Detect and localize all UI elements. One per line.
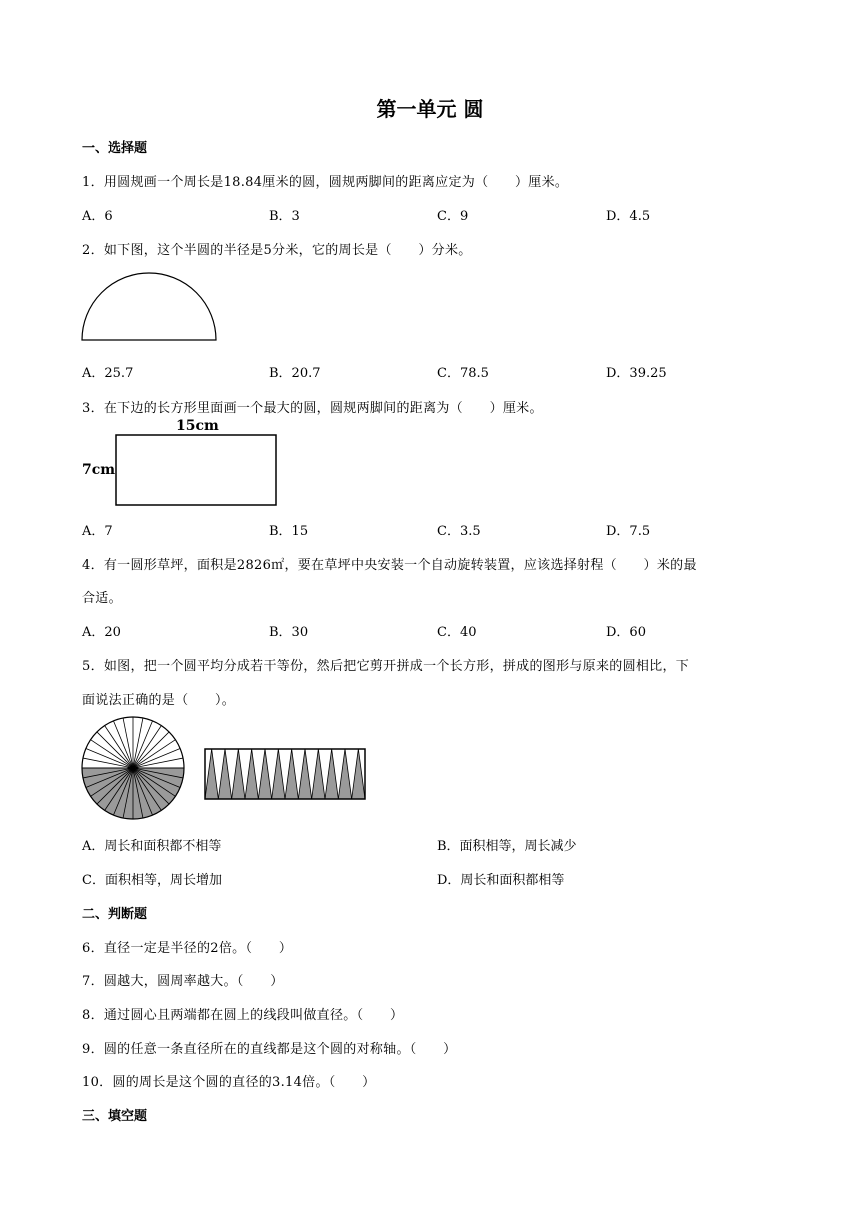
question-5-text-line1: 5．如图，把一个圆平均分成若干等份，然后把它剪开拼成一个长方形，拼成的图形与原来的圆相比，下 bbox=[82, 659, 690, 674]
sector-divider-line bbox=[97, 732, 133, 768]
rectangle-width-label: 15cm bbox=[176, 418, 219, 434]
question-2-text: 2．如下图，这个半圆的半径是5分米，它的周长是（ ）分米。 bbox=[82, 243, 472, 258]
question-2-option-c[interactable]: C．78.5 bbox=[437, 366, 489, 381]
judgment-8: 8．通过圆心且两端都在圆上的线段叫做直径。（ ） bbox=[82, 1008, 404, 1023]
question-3-option-a[interactable]: A．7 bbox=[82, 524, 113, 539]
page-title: 第一单元 圆 bbox=[376, 97, 484, 121]
judgment-10: 10．圆的周长是这个圆的直径的3.14倍。（ ） bbox=[82, 1075, 376, 1090]
question-3-option-c[interactable]: C．3.5 bbox=[437, 524, 481, 539]
question-5-option-d[interactable]: D．周长和面积都相等 bbox=[437, 873, 565, 888]
question-2-option-b[interactable]: B．20.7 bbox=[269, 366, 321, 381]
question-5-text-line2: 面说法正确的是（ ）。 bbox=[82, 693, 236, 708]
question-4-text-line1: 4．有一圆形草坪，面积是2826㎡，要在草坪中央安装一个自动旋转装置，应该选择射程（ ）米的最 bbox=[82, 558, 697, 573]
question-1-text: 1．用圆规画一个周长是18.84厘米的圆，圆规两脚间的距离应定为（ ）厘米。 bbox=[82, 175, 569, 190]
judgment-9: 9．圆的任意一条直径所在的直线都是这个圆的对称轴。（ ） bbox=[82, 1042, 457, 1057]
question-4-text-line2: 合适。 bbox=[82, 591, 122, 606]
judgment-7: 7．圆越大，圆周率越大。（ ） bbox=[82, 974, 284, 989]
question-1-option-b[interactable]: B．3 bbox=[269, 209, 300, 224]
semicircle-shape bbox=[82, 273, 216, 340]
judgment-6: 6．直径一定是半径的2倍。（ ） bbox=[82, 941, 293, 956]
question-4-option-a[interactable]: A．20 bbox=[82, 625, 121, 640]
semicircle-figure bbox=[80, 270, 218, 344]
question-3-text: 3．在下边的长方形里面画一个最大的圆，圆规两脚间的距离为（ ）厘米。 bbox=[82, 401, 543, 416]
question-5-option-b[interactable]: B．面积相等，周长减少 bbox=[437, 839, 577, 854]
rectangle-figure bbox=[115, 434, 279, 508]
section-heading-fill: 三、填空题 bbox=[82, 1109, 148, 1124]
question-2-option-d[interactable]: D．39.25 bbox=[606, 366, 667, 381]
question-2-option-a[interactable]: A．25.7 bbox=[82, 366, 134, 381]
section-heading-choice: 一、选择题 bbox=[82, 141, 148, 156]
sector-divider-line bbox=[133, 732, 169, 768]
sectored-circle-figure bbox=[80, 718, 188, 818]
rearranged-rectangle-figure bbox=[203, 747, 367, 803]
question-3-option-d[interactable]: D．7.5 bbox=[606, 524, 651, 539]
question-4-option-c[interactable]: C．40 bbox=[437, 625, 477, 640]
question-5-option-a[interactable]: A．周长和面积都不相等 bbox=[82, 839, 222, 854]
question-1-option-a[interactable]: A．6 bbox=[82, 209, 113, 224]
section-heading-judgment: 二、判断题 bbox=[82, 907, 148, 922]
question-5-option-c[interactable]: C．面积相等，周长增加 bbox=[82, 873, 222, 888]
question-4-option-d[interactable]: D．60 bbox=[606, 625, 646, 640]
rectangle-shape bbox=[116, 435, 276, 505]
question-1-option-c[interactable]: C．9 bbox=[437, 209, 469, 224]
question-1-option-d[interactable]: D．4.5 bbox=[606, 209, 651, 224]
rectangle-height-label: 7cm bbox=[82, 462, 116, 478]
question-4-option-b[interactable]: B．30 bbox=[269, 625, 309, 640]
question-3-option-b[interactable]: B．15 bbox=[269, 524, 309, 539]
